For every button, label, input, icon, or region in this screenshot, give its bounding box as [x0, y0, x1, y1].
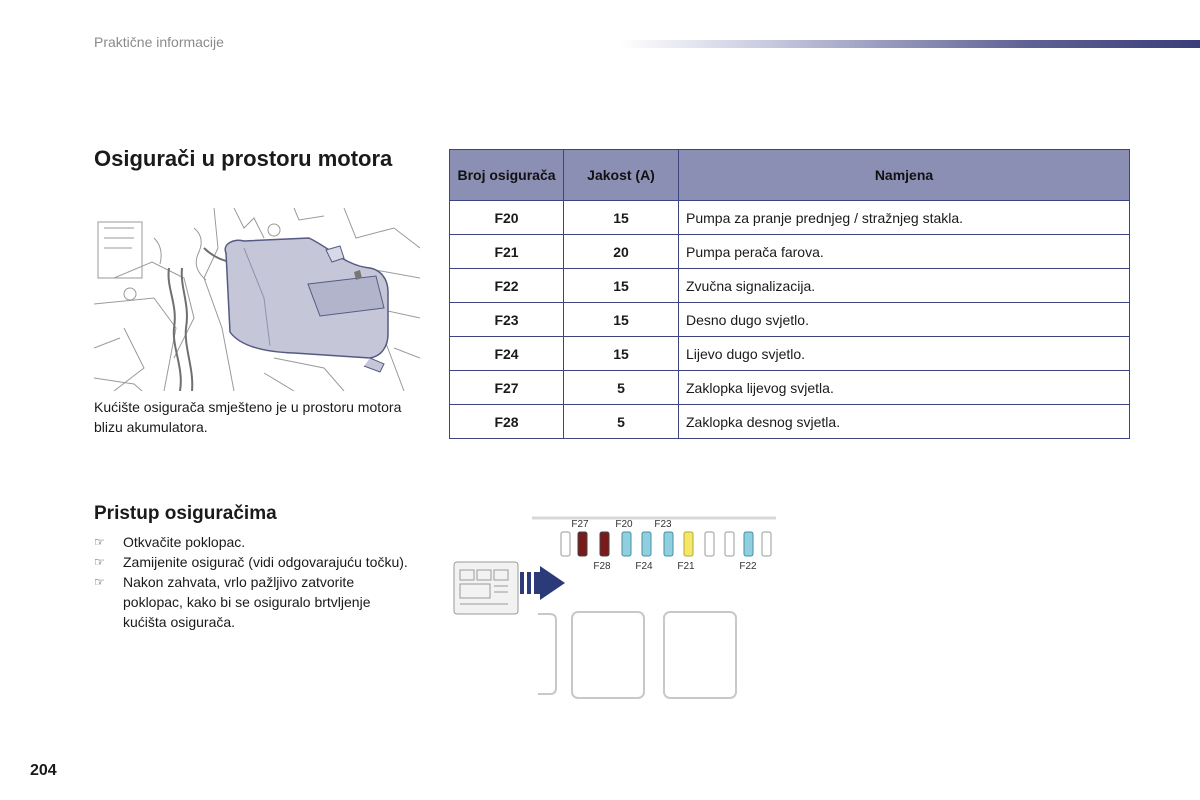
table-row — [450, 269, 1130, 303]
engine-compartment-illustration — [94, 208, 420, 391]
purpose-cell: Pumpa za pranje prednjeg / stražnjeg stakla. — [679, 201, 1130, 235]
running-header: Praktične informacije — [94, 34, 224, 50]
header-fuse-number: Broj osigurača — [450, 150, 564, 201]
table-row — [450, 303, 1130, 337]
fuse-number-cell: F27 — [450, 371, 564, 405]
fuse-label-f27: F27 — [571, 519, 589, 530]
list-item — [94, 572, 414, 632]
step-text: Nakon zahvata, vrlo pažljivo zatvorite poklopac, kako bi se osiguralo brtvljenje kućišta osigurača. — [123, 574, 371, 630]
step-text: Otkvačite poklopac. — [123, 534, 246, 550]
fuse-number-cell: F23 — [450, 303, 564, 337]
pointing-hand-icon: ☞ — [94, 555, 105, 569]
purpose-cell: Zvučna signalizacija. — [679, 269, 1130, 303]
amperage-cell: 15 — [564, 337, 679, 371]
amperage-cell: 5 — [564, 371, 679, 405]
fuse-label-f20: F20 — [615, 519, 633, 530]
fuse-box-diagram — [450, 510, 780, 700]
fuse-label-f23: F23 — [654, 519, 672, 530]
section-title: Osigurači u prostoru motora — [94, 146, 393, 171]
list-item — [94, 532, 414, 552]
amperage-cell: 20 — [564, 235, 679, 269]
fuse-slots — [561, 532, 771, 556]
purpose-cell: Desno dugo svjetlo. — [679, 303, 1130, 337]
engine-caption: Kućište osigurača smješteno je u prostoru motora blizu akumulatora. — [94, 399, 402, 435]
list-item — [94, 552, 414, 572]
fuse-label-f28: F28 — [593, 561, 611, 572]
access-steps-list — [94, 532, 414, 632]
header-amperage: Jakost (A) — [564, 150, 679, 201]
table-row — [450, 371, 1130, 405]
fuse-number-cell: F24 — [450, 337, 564, 371]
amperage-cell: 15 — [564, 201, 679, 235]
purpose-cell: Zaklopka lijevog svjetla. — [679, 371, 1130, 405]
fuse-label-f22: F22 — [739, 561, 757, 572]
fuse-box-thumbnail — [454, 562, 518, 614]
access-title: Pristup osiguračima — [94, 503, 277, 524]
header-gradient-bar — [620, 40, 1200, 48]
table-row — [450, 235, 1130, 269]
page-number: 204 — [30, 762, 57, 779]
pointing-hand-icon: ☞ — [94, 575, 105, 589]
step-text: Zamijenite osigurač (vidi odgovarajuću točku). — [123, 554, 408, 570]
amperage-cell: 15 — [564, 303, 679, 337]
fuse-number-cell: F28 — [450, 405, 564, 439]
table-header-row — [450, 150, 1130, 201]
table-row — [450, 405, 1130, 439]
header-purpose: Namjena — [679, 150, 1130, 201]
table-row — [450, 201, 1130, 235]
purpose-cell: Pumpa perača farova. — [679, 235, 1130, 269]
arrow-right-icon — [520, 566, 565, 600]
fuse-number-cell: F20 — [450, 201, 564, 235]
fuse-label-f21: F21 — [677, 561, 695, 572]
fuse-table — [449, 149, 1130, 439]
purpose-cell: Lijevo dugo svjetlo. — [679, 337, 1130, 371]
purpose-cell: Zaklopka desnog svjetla. — [679, 405, 1130, 439]
fuse-number-cell: F22 — [450, 269, 564, 303]
pointing-hand-icon: ☞ — [94, 535, 105, 549]
fuse-label-f24: F24 — [635, 561, 653, 572]
amperage-cell: 15 — [564, 269, 679, 303]
fuse-number-cell: F21 — [450, 235, 564, 269]
relay-housings — [538, 612, 736, 698]
amperage-cell: 5 — [564, 405, 679, 439]
table-row — [450, 337, 1130, 371]
